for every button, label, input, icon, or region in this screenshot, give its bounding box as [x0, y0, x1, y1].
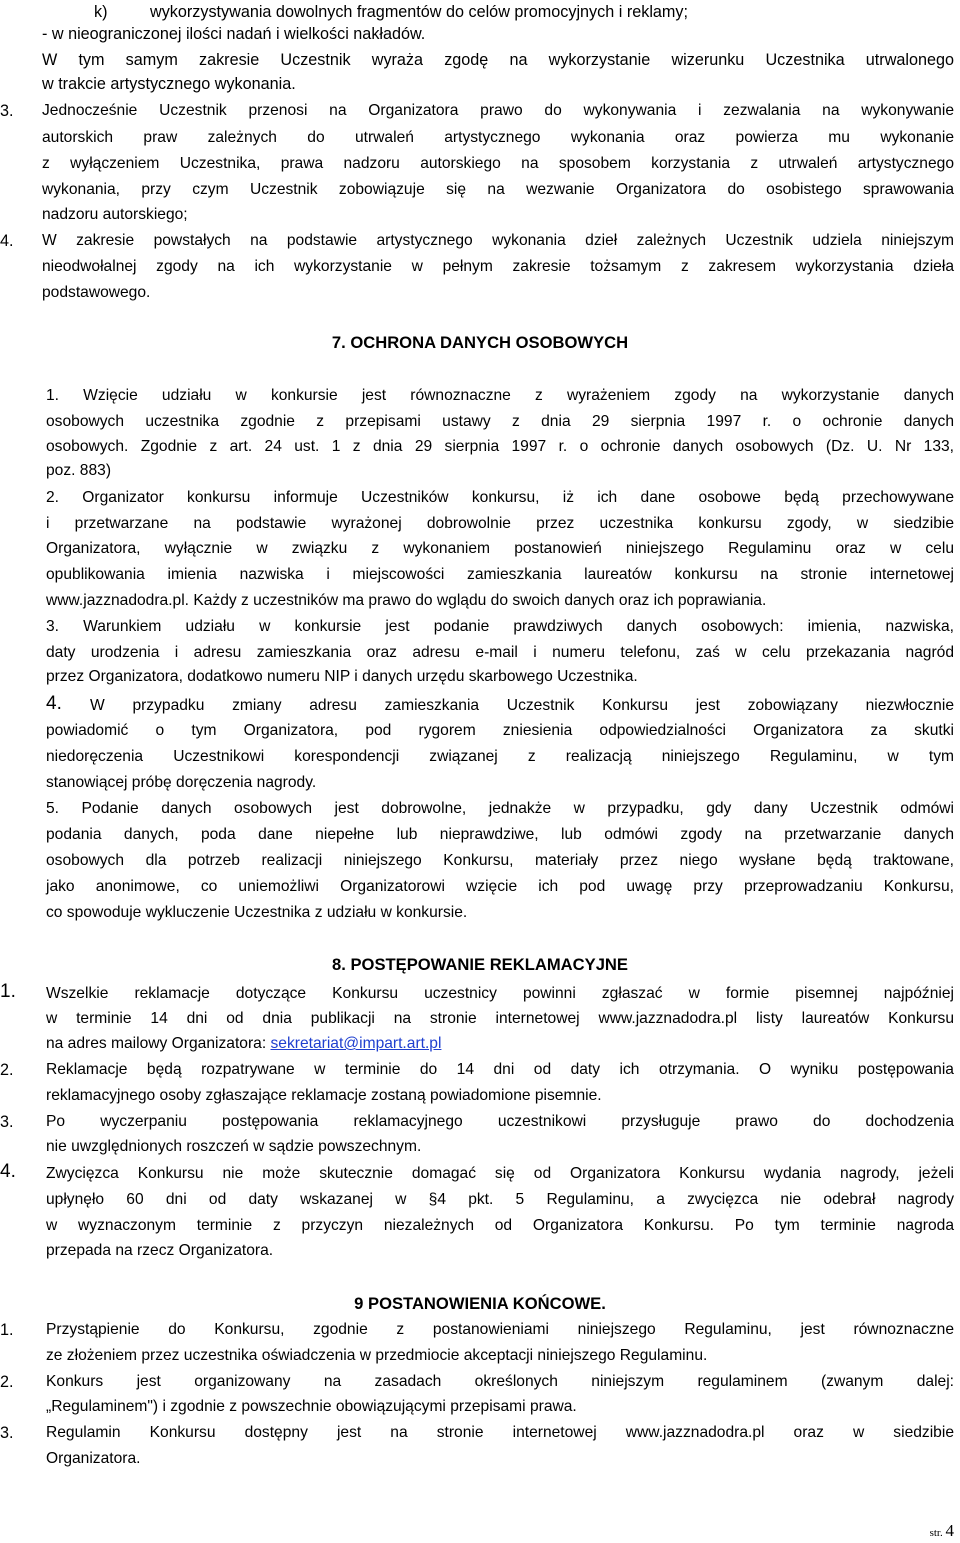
text-line: 5. Podanie danych osobowych jest dobrowolne, jednakże w przypadku, gdy dany Uczestnik odmówi: [46, 800, 954, 817]
item-number: 2.: [0, 1061, 14, 1079]
text-line: [46, 1034, 441, 1054]
text-line: Jednocześnie Uczestnik przenosi na Organizatora prawo do wykonywania i zezwalania na wykonywanie: [42, 102, 954, 119]
text-line: Regulamin Konkursu dostępny jest na stronie internetowej www.jazznadodra.pl oraz w siedzibie: [46, 1424, 954, 1441]
text-line: wykorzystywania dowolnych fragmentów do celów promocyjnych i reklamy;: [150, 3, 688, 21]
text-line: przez Organizatora, dodatkowo numeru NIP i danych urzędu skarbowego Uczestnika.: [46, 668, 638, 685]
text-line: 3. Warunkiem udziału w konkursie jest podanie prawdziwych danych osobowych: imienia, nazwiska,: [46, 618, 954, 635]
text-line: Organizatora.: [46, 1450, 141, 1467]
text-line: autorskich praw zależnych do utrwaleń artystycznego wykonania oraz powierza mu wykonanie: [42, 129, 954, 146]
page-value: 4: [945, 1521, 954, 1540]
text-line: przepada na rzecz Organizatora.: [46, 1242, 274, 1259]
text-line: Zwycięzca Konkursu nie może skutecznie domagać się od Organizatora Konkursu wydania nagrody, jeżeli: [46, 1165, 954, 1182]
item-number: 2.: [0, 1373, 14, 1391]
text-line: w terminie 14 dni od dnia publikacji na stronie internetowej www.jazznadodra.pl listy laureatów Konkursu: [46, 1010, 954, 1027]
text-line: osobowych. Zgodnie z art. 24 ust. 1 z dnia 29 sierpnia 1997 r. o ochronie danych osobowych (Dz. U. Nr 133,: [46, 438, 954, 455]
item-number: 4.: [0, 1161, 16, 1182]
text-line: nadzoru autorskiego;: [42, 206, 188, 223]
text-line: 1. Wzięcie udziału w konkursie jest równoznaczne z wyrażeniem zgody na wykorzystanie danych: [46, 387, 954, 404]
text-line: opublikowania imienia nazwiska i miejscowości zamieszkania laureatów konkursu na stronie internetowej: [46, 566, 954, 583]
email-link[interactable]: sekretariat@impart.art.pl: [270, 1035, 442, 1052]
text-line: W przypadku zmiany adresu zamieszkania Uczestnik Konkursu jest zobowiązany niezwłocznie: [90, 697, 954, 714]
text-line: nieodwołalnej zgody na ich wykorzystanie w pełnym zakresie tożsamym z zakresem wykorzystania dzieła: [42, 258, 954, 275]
text-line: osobowych uczestnika zgodnie z przepisami ustawy z dnia 29 sierpnia 1997 r. o ochronie danych: [46, 413, 954, 430]
text-line: wykonania, przy czym Uczestnik zobowiązuje się na wezwanie Organizatora do osobistego sprawowania: [42, 181, 954, 198]
text-line: stanowiącej próbę doręczenia nagrody.: [46, 774, 317, 791]
text-line: osobowych dla potrzeb realizacji niniejszego Konkursu, materiały przez niego wysłane będą traktowane,: [46, 852, 954, 869]
item-number: 3.: [0, 1424, 14, 1442]
text-line: w trakcie artystycznego wykonania.: [42, 75, 296, 93]
section-heading-7: 7. OCHRONA DANYCH OSOBOWYCH: [331, 333, 629, 352]
page-label: str.: [929, 1527, 943, 1539]
item-number: 3.: [0, 1113, 14, 1131]
text-line: powiadomić o tym Organizatora, pod rygorem zniesienia odpowiedzialności Organizatora za skutki: [46, 722, 954, 739]
text-line: Po wyczerpaniu postępowania reklamacyjnego uczestnikowi przysługuje prawo do dochodzenia: [46, 1113, 954, 1130]
text-line: „Regulaminem") i zgodnie z powszechnie obowiązującymi przepisami prawa.: [46, 1398, 577, 1415]
text-line: ze złożeniem przez uczestnika oświadczenia w przedmiocie akceptacji niniejszego Regulaminu.: [46, 1347, 708, 1364]
section-heading-9: 9 POSTANOWIENIA KOŃCOWE.: [354, 1294, 606, 1313]
page-number: [930, 1522, 954, 1542]
text-line: podania danych, poda dane niepełne lub nieprawdziwe, lub odmówi zgody na przetwarzanie danych: [46, 826, 954, 843]
text-line: Organizatora, wyłącznie w związku z wykonaniem postanowień niniejszego Regulaminu oraz w celu: [46, 540, 954, 557]
text-line: podstawowego.: [42, 284, 151, 301]
text-line: Konkurs jest organizowany na zasadach określonych niniejszym regulaminem (zwanym dalej:: [46, 1373, 954, 1390]
text-line: Przystąpienie do Konkursu, zgodnie z postanowieniami niniejszego Regulaminu, jest równoznaczne: [46, 1321, 954, 1338]
text-line: upłynęło 60 dni od daty wskazanej w §4 pkt. 5 Regulaminu, a zwycięzca nie odebrał nagrody: [46, 1191, 954, 1208]
text-line: nie uwzględnionych roszczeń w sądzie powszechnym.: [46, 1138, 422, 1155]
text-line: jako anonimowe, co uniemożliwi Organizatorowi wzięcie ich pod uwagę przy przeprowadzaniu Konkursu,: [46, 878, 954, 895]
section-heading-8: 8. POSTĘPOWANIE REKLAMACYJNE: [332, 955, 628, 974]
item-number: 4.: [0, 232, 14, 250]
email-prefix: na adres mailowy Organizatora:: [46, 1035, 271, 1052]
list-label-k: k): [94, 3, 108, 21]
item-number: 1.: [0, 1321, 14, 1339]
text-line: i przetwarzane na podstawie wyrażonej dobrowolnie przez uczestnika konkursu zgody, w siedzibie: [46, 515, 954, 532]
text-line: W tym samym zakresie Uczestnik wyraża zgodę na wykorzystanie wizerunku Uczestnika utrwalonego: [42, 51, 954, 69]
text-line: w wyznaczonym terminie z przyczyn niezależnych od Organizatora Konkursu. Po tym terminie nagroda: [46, 1217, 954, 1234]
text-line: 2. Organizator konkursu informuje Uczestników konkursu, iż ich dane osobowe będą przechowywane: [46, 489, 954, 506]
item-number: 1.: [0, 981, 16, 1002]
text-line: reklamacyjnego osoby zgłaszające reklamacje zostaną powiadomione pisemnie.: [46, 1087, 602, 1104]
item-number: 3.: [0, 102, 14, 120]
text-line: daty urodzenia i adresu zamieszkania oraz adresu e-mail i numeru telefonu, zaś w celu przekazania nagród: [46, 644, 954, 661]
text-line: co spowoduje wykluczenie Uczestnika z udziału w konkursie.: [46, 904, 468, 921]
text-line: www.jazznadodra.pl. Każdy z uczestników ma prawo do wglądu do swoich danych oraz ich poprawiania.: [46, 592, 767, 609]
text-line: Reklamacje będą rozpatrywane w terminie do 14 dni od daty ich otrzymania. O wyniku postępowania: [46, 1061, 954, 1078]
item-number: 4.: [46, 693, 62, 714]
text-line: niedoręczenia Uczestnikowi korespondencji związanej z realizacją niniejszego Regulaminu, w tym: [46, 748, 954, 765]
text-line: poz. 883): [46, 462, 112, 479]
text-line: W zakresie powstałych na podstawie artystycznego wykonania dzieł zależnych Uczestnik udziela niniejszym: [42, 232, 954, 249]
text-line: Wszelkie reklamacje dotyczące Konkursu uczestnicy powinni zgłaszać w formie pisemnej najpóźniej: [46, 985, 954, 1002]
text-line: z wyłączeniem Uczestnika, prawa nadzoru autorskiego na sposobem korzystania z utrwaleń artystycznego: [42, 155, 954, 172]
text-line: - w nieograniczonej ilości nadań i wielkości nakładów.: [42, 25, 426, 43]
